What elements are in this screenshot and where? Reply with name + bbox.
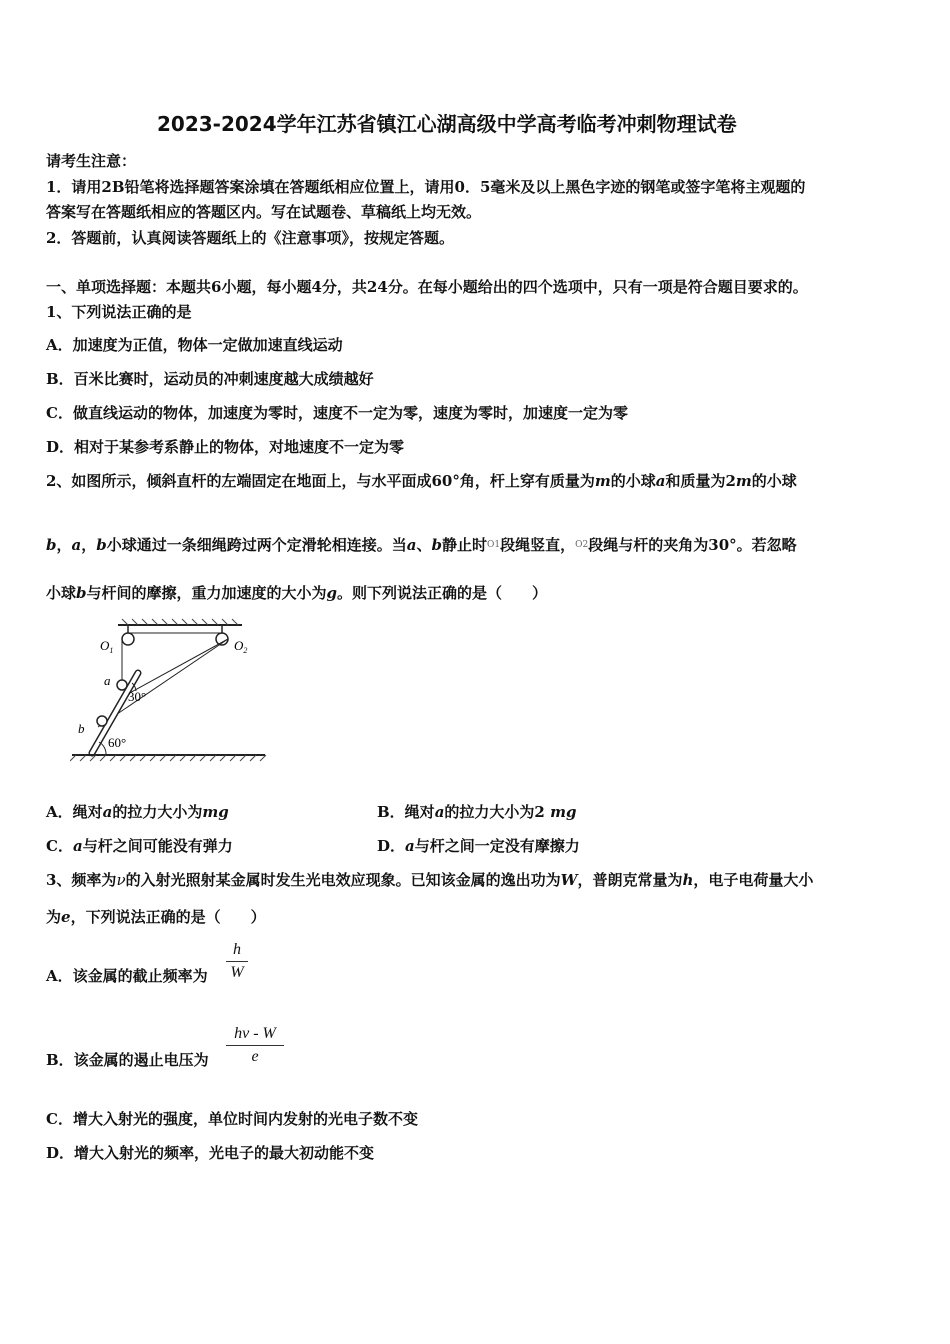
q1-option-a: A．加速度为正值，物体一定做加速直线运动 [46,336,343,354]
notice-line-2: 2．答题前，认真阅读答题纸上的《注意事项》，按规定答题。 [46,229,454,247]
q1-option-c: C．做直线运动的物体，加速度为零时，速度不一定为零，速度为零时，加速度一定为零 [46,404,628,422]
page-title: 2023-2024学年江苏省镇江心湖高级中学高考临考冲刺物理试卷 [157,112,737,136]
q1-option-d: D．相对于某参考系静止的物体，对地速度不一定为零 [46,438,405,456]
label-angle-30: 30° [128,689,147,704]
ball-b [97,716,107,726]
q2-option-c: C．a与杆之间可能没有弹力 [46,837,233,855]
missing-glyph-o1: O1 [487,540,501,550]
q2-option-d: D．a与杆之间一定没有摩擦力 [377,837,580,855]
q1-stem: 1、下列说法正确的是 [46,303,192,321]
q3-option-a: A．该金属的截止频率为 [46,967,208,985]
label-o1: $O_1$ [100,638,114,655]
q1-option-b: B．百米比赛时，运动员的冲刺速度越大成绩越好 [46,370,374,388]
label-angle-60: 60° [108,735,127,750]
q3-option-b: B．该金属的遏止电压为 [46,1051,209,1069]
q3-stem-line-1: 3、频率为ν的入射光照射某金属时发生光电效应现象。已知该金属的逸出功为W，普朗克常量为h，电子电荷量大小 [46,871,814,889]
q2-stem-line-2: b，a，b小球通过一条细绳跨过两个定滑轮相连接。当a、b静止时$^{O1}$段绳竖直，$^{O2}$段绳与杆的夹角为30°。若忽略 [46,536,797,554]
q3-option-a-fraction: h W [226,940,248,983]
label-o2: $O_2$ [234,638,248,655]
missing-glyph-o2: O2 [575,540,589,550]
section-heading: 一、单项选择题：本题共6小题，每小题4分，共24分。在每小题给出的四个选项中，只有一项是符合题目要求的。 [46,278,808,296]
label-a: a [104,673,111,688]
q2-stem-line-3: 小球b与杆间的摩擦，重力加速度的大小为g。则下列说法正确的是（ ） [46,584,548,602]
notice-line-1b: 答案写在答题纸相应的答题区内。写在试题卷、草稿纸上均无效。 [46,203,482,221]
pulley-1 [122,633,134,645]
rope-to-a [126,639,228,695]
q3-option-c: C．增大入射光的强度，单位时间内发射的光电子数不变 [46,1110,418,1128]
notice-line-1a: 1．请用2B铅笔将选择题答案涂填在答题纸相应位置上，请用0．5毫米及以上黑色字迹的钢笔或签字笔将主观题的 [46,178,806,196]
q2-option-a: A．绳对a的拉力大小为mg [46,803,229,821]
q3-option-b-fraction: hν - W e [226,1024,284,1067]
q3-option-d: D．增大入射光的频率，光电子的最大初动能不变 [46,1144,375,1162]
q3-stem-line-2: 为e，下列说法正确的是（ ） [46,908,266,926]
pulley-rod-figure [70,615,270,765]
q2-option-b: B．绳对a的拉力大小为2 mg [377,803,577,821]
q2-stem-line-1: 2、如图所示，倾斜直杆的左端固定在地面上，与水平面成60°角，杆上穿有质量为m的小球a和质量为2m的小球 [46,472,797,490]
notice-heading: 请考生注意： [46,152,137,170]
label-b: b [78,721,85,736]
ball-a [117,680,127,690]
